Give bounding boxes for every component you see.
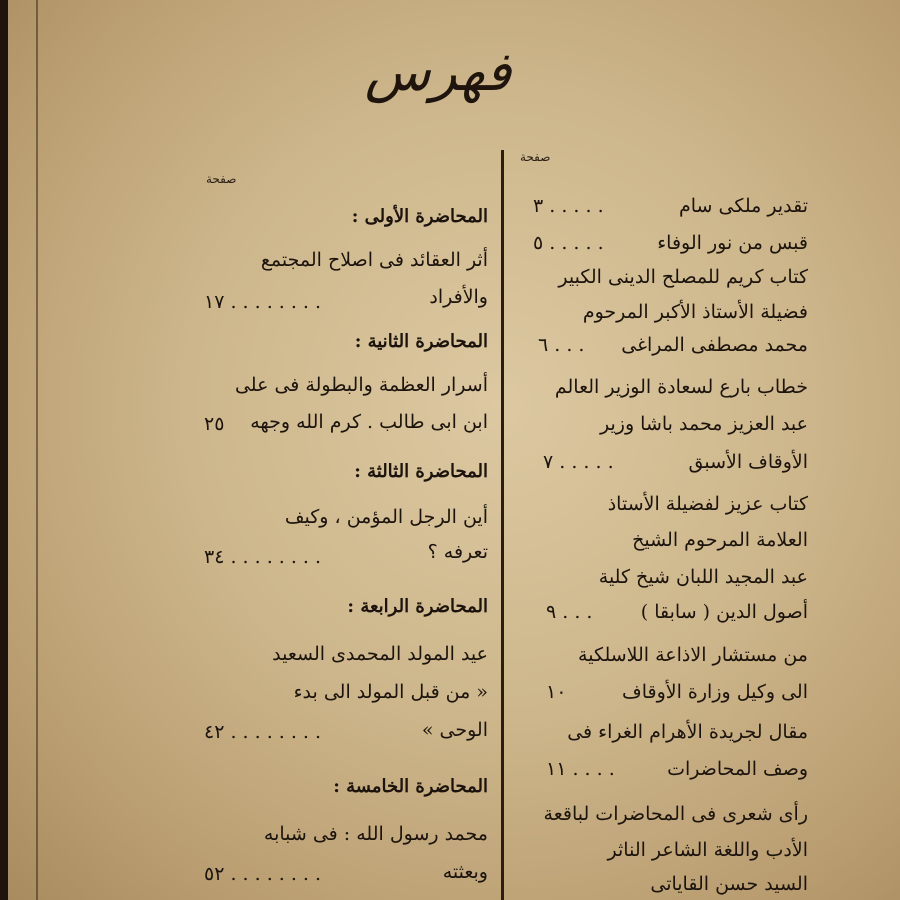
toc-entry-text: عبد المجيد اللبان شيخ كلية (598, 566, 808, 588)
toc-entry-text: الأدب واللغة الشاعر الناثر (607, 839, 808, 861)
lecture-heading: المحاضرة الخامسة : (333, 776, 488, 797)
toc-entry-text: كتاب كريم للمصلح الدينى الكبير (558, 266, 808, 288)
lecture-heading: المحاضرة الثانية : (354, 331, 488, 352)
toc-entry-text: السيد حسن القاياتى (650, 873, 808, 895)
toc-entry-page: ٣٤ . . . . . . . . (204, 546, 322, 568)
toc-entry-text: تعرفه ؟ (427, 541, 488, 563)
toc-entry-text: كتاب عزيز لفضيلة الأستاذ (607, 493, 808, 515)
toc-entry-text: رأى شعرى فى المحاضرات لباقعة (543, 803, 808, 825)
toc-entry-text: وصف المحاضرات (667, 758, 808, 780)
toc-entry-text: عيد المولد المحمدى السعيد (272, 643, 488, 665)
toc-entry-page: ٥ . . . . . (533, 232, 604, 254)
toc-entry-text: أثر العقائد فى اصلاح المجتمع (260, 249, 488, 271)
toc-entry-text: الوحى » (421, 719, 488, 741)
page-title: فهرس (364, 40, 512, 103)
toc-entry-text: العلامة المرحوم الشيخ (632, 529, 808, 551)
toc-entry-text: أصول الدين ( سابقا ) (640, 601, 808, 623)
toc-entry-text: الى وكيل وزارة الأوقاف (622, 681, 808, 703)
toc-entry-page: ١١ . . . . (546, 758, 615, 780)
lecture-heading: المحاضرة الثالثة : (354, 461, 488, 482)
right-page-col-label: صفحة (520, 150, 551, 164)
toc-entry-page: ٩ . . . (546, 601, 593, 623)
toc-entry-page: ١٧ . . . . . . . . (204, 291, 322, 313)
toc-entry-text: تقدير ملكى سام (679, 195, 808, 217)
toc-entry-page: ١٠ (546, 681, 567, 703)
toc-entry-text: أسرار العظمة والبطولة فى على (234, 374, 488, 396)
toc-entry-page: ٢٥ (204, 413, 225, 435)
toc-entry-text: ابن ابى طالب . كرم الله وجهه (250, 411, 488, 433)
column-divider (501, 150, 504, 900)
book-page (8, 0, 900, 900)
toc-entry-text: عبد العزيز محمد باشا وزير (600, 413, 808, 435)
toc-entry-text: من مستشار الاذاعة اللاسلكية (578, 644, 808, 666)
toc-entry-page: ٦ . . . (538, 334, 585, 356)
page-edge (36, 0, 38, 900)
toc-entry-text: الأوقاف الأسبق (688, 451, 808, 473)
toc-entry-text: مقال لجريدة الأهرام الغراء فى (567, 721, 808, 743)
toc-entry-text: « من قبل المولد الى بدء (293, 681, 488, 703)
toc-entry-page: ٧ . . . . . (543, 451, 614, 473)
toc-entry-text: خطاب بارع لسعادة الوزير العالم (554, 376, 808, 398)
toc-entry-text: أين الرجل المؤمن ، وكيف (284, 506, 488, 528)
toc-entry-page: ٥٢ . . . . . . . . (204, 863, 322, 885)
toc-entry-text: قبس من نور الوفاء (657, 232, 808, 254)
toc-entry-text: محمد مصطفى المراغى (621, 334, 808, 356)
left-page-col-label: صفحة (206, 172, 237, 186)
toc-entry-text: والأفراد (429, 286, 488, 308)
toc-entry-text: وبعثته (442, 861, 488, 883)
toc-entry-page: ٤٢ . . . . . . . . (204, 721, 322, 743)
lecture-heading: المحاضرة الرابعة : (347, 596, 488, 617)
toc-entry-text: فضيلة الأستاذ الأكبر المرحوم (582, 301, 808, 323)
toc-entry-page: ٣ . . . . . (533, 195, 604, 217)
lecture-heading: المحاضرة الأولى : (351, 206, 488, 227)
toc-entry-text: محمد رسول الله : فى شبابه (263, 823, 488, 845)
